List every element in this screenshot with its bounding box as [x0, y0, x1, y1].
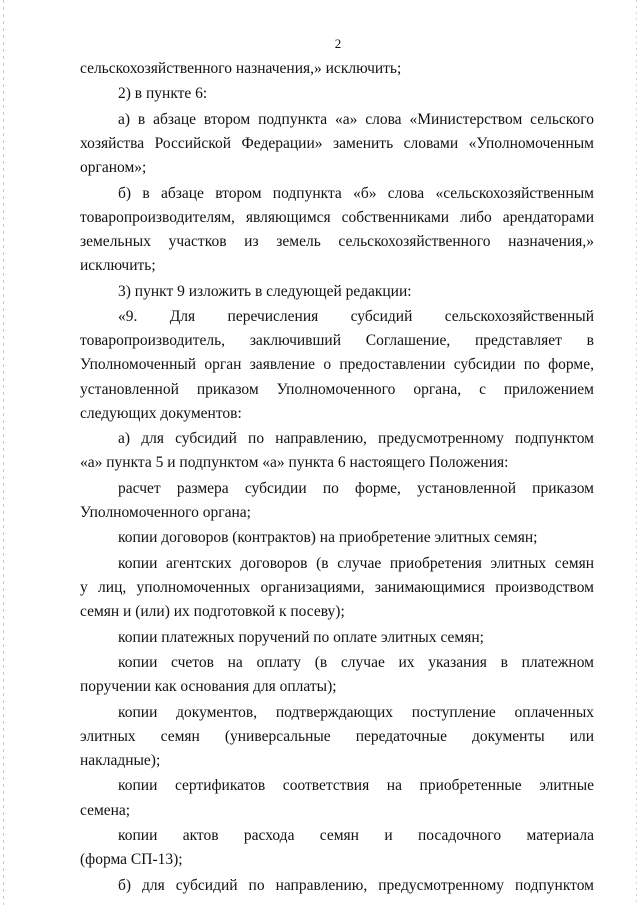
text-line: б) в абзаце втором подпункта «б» слова «сельскохозяйственным: [118, 184, 594, 202]
text-line: 3) пункт 9 изложить в следующей редакции:: [118, 282, 412, 300]
text-line: копии актов расхода семян и посадочного материала: [118, 826, 594, 844]
text-line: 2) в пункте 6:: [118, 85, 208, 103]
text-line: у лиц, уполномоченных организациями, занимающимися производством: [80, 578, 594, 596]
text-line: хозяйства Российской Федерации» заменить словами «Уполномоченным: [80, 134, 594, 152]
text-line: копии договоров (контрактов) на приобретение элитных семян;: [118, 529, 538, 547]
paragraph: [80, 626, 594, 650]
paragraph: [80, 874, 594, 898]
text-line: элитных семян (универсальные передаточные документы или: [80, 727, 594, 745]
text-line: органом»;: [80, 159, 147, 177]
text-line: расчет размера субсидии по форме, установленной приказом: [118, 479, 594, 497]
text-line: (форма СП-13);: [80, 851, 183, 869]
paragraph: [80, 108, 594, 181]
paragraph: [80, 824, 594, 872]
text-line: Уполномоченный орган заявление о предоставлении субсидии по форме,: [80, 356, 594, 374]
paragraph: [80, 57, 594, 81]
paragraph: [80, 82, 594, 106]
text-line: товаропроизводителям, являющимся собственниками либо арендаторами: [80, 208, 594, 226]
paragraph: [80, 477, 594, 525]
text-line: копии платежных поручений по оплате элитных семян;: [118, 628, 484, 646]
text-line: земельных участков из земель сельскохозяйственного назначения,»: [80, 232, 594, 250]
text-line: следующих документов:: [80, 404, 242, 422]
scan-edge-left: [3, 0, 4, 905]
text-line: копии документов, подтверждающих поступление оплаченных: [118, 703, 594, 721]
text-line: б) для субсидий по направлению, предусмотренному подпунктом: [118, 876, 594, 894]
text-line: а) в абзаце втором подпункта «а» слова «Министерством сельского: [118, 110, 594, 128]
document-body: [80, 57, 594, 899]
text-line: установленной приказом Уполномоченного органа, с приложением: [80, 380, 594, 398]
paragraph: [80, 427, 594, 475]
text-line: копии агентских договоров (в случае приобретения элитных семян: [118, 554, 594, 572]
text-line: поручении как основания для оплаты);: [80, 678, 337, 696]
text-line: товаропроизводитель, заключивший Соглашение, представляет в: [80, 332, 594, 350]
paragraph: [80, 774, 594, 822]
text-line: «9. Для перечисления субсидий сельскохозяйственный: [118, 307, 594, 325]
text-line: копии сертификатов соответствия на приобретенные элитные: [118, 777, 594, 795]
text-line: Уполномоченного органа;: [80, 503, 251, 521]
paragraph: [80, 701, 594, 774]
paragraph: [80, 651, 594, 699]
paragraph: [80, 526, 594, 550]
paragraph: [80, 305, 594, 426]
paragraph: [80, 280, 594, 304]
text-line: накладные);: [80, 751, 161, 769]
text-line: сельскохозяйственного назначения,» исключить;: [80, 60, 402, 77]
text-line: копии счетов на оплату (в случае их указания в платежном: [118, 653, 594, 671]
text-line: исключить;: [80, 257, 156, 275]
scan-edge-right: [636, 0, 637, 905]
text-line: «а» пункта 5 и подпунктом «а» пункта 6 настоящего Положения:: [80, 454, 509, 472]
text-line: а) для субсидий по направлению, предусмотренному подпунктом: [118, 430, 594, 448]
paragraph: [80, 182, 594, 279]
text-line: семян и (или) их подготовкой к посеву);: [80, 603, 345, 621]
paragraph: [80, 552, 594, 625]
text-line: семена;: [80, 801, 131, 819]
page-number: 2: [334, 36, 342, 51]
